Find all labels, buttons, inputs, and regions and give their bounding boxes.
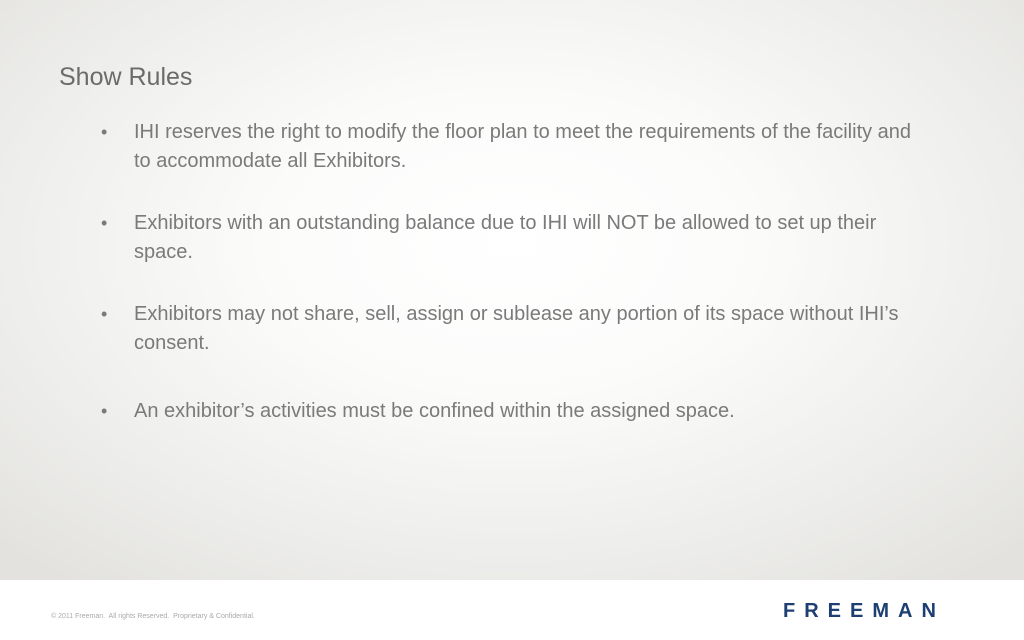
bullet-text: Exhibitors may not share, sell, assign or sublease any portion of its space without IHI’s consent. (134, 303, 899, 354)
copyright-notice: © 2011 Freeman. All rights Reserved. Proprietary & Confidential. (51, 613, 255, 620)
bullet-text: Exhibitors with an outstanding balance due to IHI will NOT be allowed to set up their space. (134, 212, 877, 263)
bullet-text: An exhibitor’s activities must be confined within the assigned space. (134, 400, 735, 422)
bullet-point-icon: • (101, 213, 108, 233)
bullet-item (101, 300, 931, 358)
bullet-item (101, 209, 931, 267)
bullet-point-icon: • (101, 304, 108, 324)
freeman-logo: FREEMAN (783, 600, 945, 622)
bullet-text: IHI reserves the right to modify the floor plan to meet the requirements of the facility and to accommodate all Exhibitors. (134, 121, 912, 172)
bullet-point-icon: • (101, 401, 108, 421)
bullet-point-icon: • (101, 122, 108, 142)
slide-title: Show Rules (59, 63, 193, 91)
slide-footer (0, 580, 1024, 640)
bullet-item (101, 397, 931, 426)
bullet-item (101, 118, 931, 176)
